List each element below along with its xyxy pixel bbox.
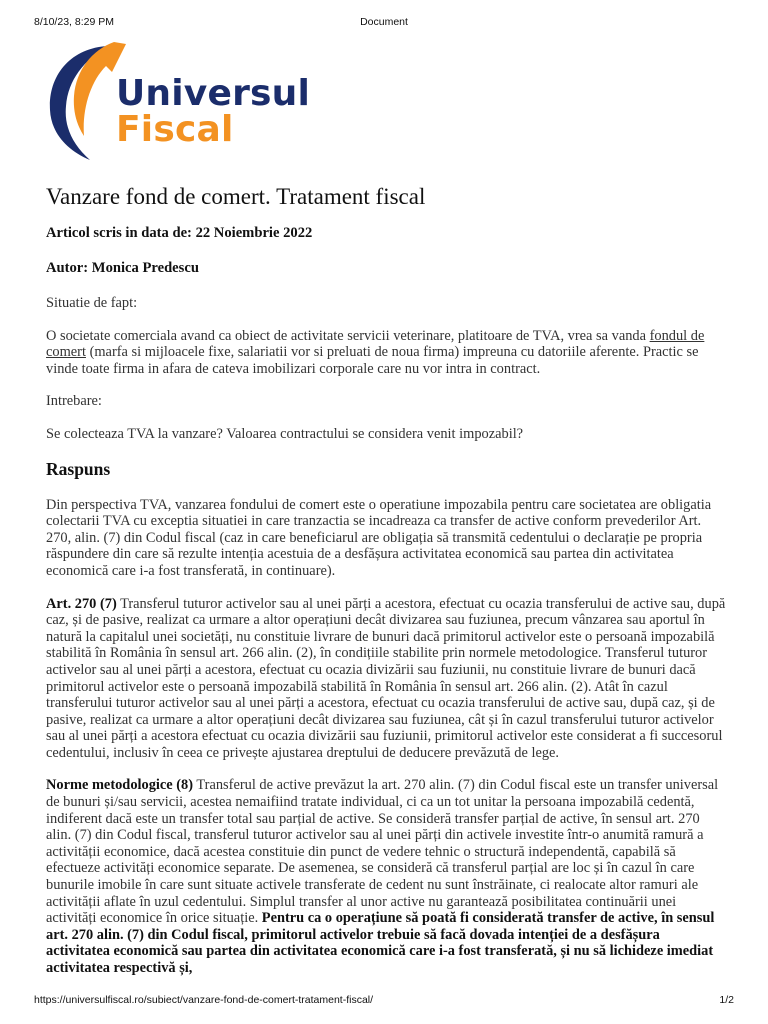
- print-document-title: Document: [360, 16, 408, 28]
- universul-fiscal-logo[interactable]: [42, 40, 311, 165]
- norme-label: Norme metodologice (8): [46, 777, 194, 794]
- norme-paragraph: [46, 777, 726, 976]
- article-title: Vanzare fond de comert. Tratament fiscal: [46, 184, 426, 209]
- norme-bold-text: Pentru ca o operațiune să poată fi considerată transfer de active, în sensul art. 270 alin. (7) din Codul fiscal, primitorul activelor trebuie să facă dovada intenției de a desfășura activitatea economică sau partea din activitatea economică care i-a fost transferată, și nu să lichideze imediat activitatea respectivă și,: [46, 910, 715, 976]
- answer-paragraph: Din perspectiva TVA, vanzarea fondului de comert este o operatiune impozabila pentru care societatea are obligatia colectarii TVA cu exceptia situatiei in care tranzactia se incadreaza ca transfer de active conform prevederilor Art. 270, alin. (7) din Codul fiscal (caz in care beneficiarul are obligația să transmită cedentului o declarație pe propria răspundere din care să rezulte intenția acestuia de a desfășura activitatea economică sau partea din activitatea economică care i-a fost transferată, in continuare).: [46, 496, 712, 579]
- question-label: Intrebare:: [46, 393, 102, 410]
- answer-heading: Raspuns: [46, 458, 111, 479]
- question-text: Se colecteaza TVA la vanzare? Valoarea contractului se considera venit impozabil?: [46, 425, 524, 442]
- print-url: https://universulfiscal.ro/subiect/vanzare-fond-de-comert-tratament-fiscal/: [34, 994, 374, 1006]
- article-author: Autor: Monica Predescu: [46, 260, 199, 276]
- print-date: 8/10/23, 8:29 PM: [34, 16, 114, 28]
- art-270-label: Art. 270 (7): [46, 595, 117, 612]
- print-footer: [34, 994, 734, 1010]
- print-header: [34, 16, 734, 32]
- article-content: [46, 183, 726, 993]
- art-270-text: Transferul tuturor activelor sau al unei părți a acestora, efectuat cu ocazia transferului de active sau, după caz, și de pasive, realizat ca urmare a altor operațiuni decât divizarea sau fuziunea, precum vânzarea sau aportul în natură la capitalul unei societăți, nu constituie livrare de bunuri dacă primitorul activelor este o persoană impozabilă stabilită în România în sensul art. 266 alin. (2), în condițiile stabilite prin normele metodologice. Transferul tuturor activelor sau al unei părți a acestora, efectuat cu ocazia divizării sau fuziunii, nu constituie livrare de bunuri dacă primitorul activelor este o persoană impozabilă stabilită în România în sensul art. 266 alin. (2). Atât în cazul transferului tuturor activelor sau al unei părți a acestora, efectuat cu ocazia transferului de active sau, după caz, și de pasive, realizat ca urmare a altor operațiuni decât divizarea sau fuziunea, cât și în cazul transferului tuturor activelor sau al unei părți a acestora efectuat cu ocazia divizării sau fuziunii, primitorul activelor este considerat a fi succesorul cedentului, inclusiv în ceea ce privește ajustarea dreptului de deducere prevăzută de lege.: [46, 595, 726, 761]
- situation-label: Situatie de fapt:: [46, 295, 138, 311]
- article-date: Articol scris in data de: 22 Noiembrie 2022: [46, 225, 313, 241]
- logo-text-universul: Universul: [116, 73, 311, 114]
- fond-de-comert-link[interactable]: fondul de comert: [46, 327, 705, 361]
- situation-text-end: (marfa si mijloacele fixe, salariatii vor si preluati de noua firma) impreuna cu datoriile aferente. Practic se vinde toate firma in afara de cateva imobilizari corporale care nu vor intra in contract.: [46, 344, 699, 377]
- situation-text-start: O societate comerciala avand ca obiect de activitate servicii veterinare, platitoare de TVA, vrea sa vanda: [46, 327, 650, 344]
- situation-paragraph: [46, 328, 726, 378]
- page-number: 1/2: [719, 994, 734, 1006]
- art-270-paragraph: [46, 596, 726, 762]
- norme-text: Transferul de active prevăzut la art. 270 alin. (7) din Codul fiscal este un transfer universal de bunuri și/sau servicii, acestea nemaifiind tratate individual, ci ca un tot unitar la persoana impozabilă cedentă, indiferent dacă este un transfer total sau parțial de active. Se consideră transfer parțial de active, în sensul art. 270 alin. (7) din Codul fiscal, transferul tuturor activelor sau al unei părți din activele investite într-o anumită ramură a activității economice, dacă acestea constituie din punct de vedere tehnic o structură independentă, capabilă să efectueze activități economice separate. De asemenea, se consideră că transferul parțial are loc și în cazul în care bunurile imobile în care sunt situate activele transferate de cedent nu sunt înstrăinate, ci realocate altor ramuri ale activității aflate în uzul cedentului. Simplul transfer al unor active nu garantează posibilitatea continuării unei activități economice în orice situație.: [46, 777, 719, 927]
- logo-text-fiscal: Fiscal: [116, 109, 234, 150]
